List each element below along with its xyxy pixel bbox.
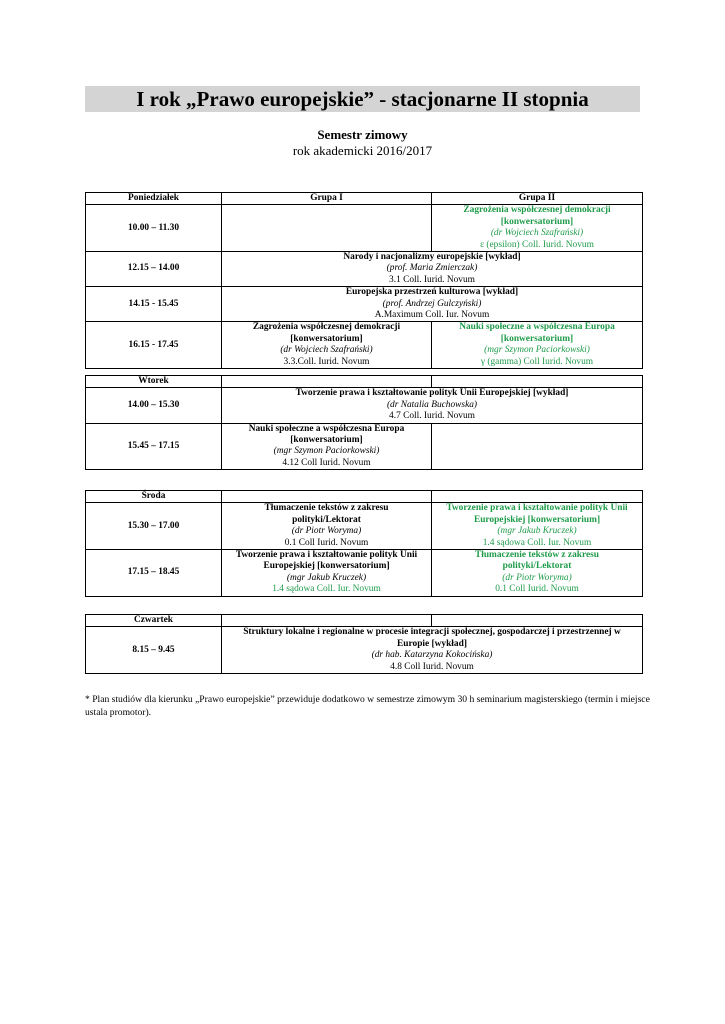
group1-header (222, 615, 432, 627)
room: 3.3.Coll. Iurid. Novum (283, 356, 370, 367)
room: 0.1 Coll Iurid. Novum (284, 537, 369, 548)
course-title: Nauki społeczne a współczesna Europa (248, 423, 405, 434)
course-title: Europejska przestrzeń kulturowa [wykład] (345, 287, 519, 298)
group1-header: Grupa I (222, 193, 432, 205)
course-title-cont: Europie [wykład] (397, 638, 467, 649)
course-type: [konwersatorium] (290, 333, 363, 344)
group2-cell (432, 322, 643, 369)
table-row (86, 252, 643, 287)
course-type: Europejskiej [konwersatorium] (473, 514, 601, 525)
time-cell: 8.15 – 9.45 (86, 627, 222, 674)
group2-header (432, 491, 643, 503)
lecturer: (dr Natalia Buchowska) (386, 399, 478, 410)
lecturer: (mgr Szymon Paciorkowski) (273, 446, 380, 457)
time-cell: 14.00 – 15.30 (86, 388, 222, 423)
lecturer: (dr hab. Katarzyna Kokocińska) (371, 650, 493, 661)
academic-year-label: rok akademicki 2016/2017 (292, 143, 433, 158)
shared-cell (222, 627, 643, 674)
course-type: [konwersatorium] (500, 333, 574, 344)
group2-header (432, 615, 643, 627)
time-cell: 10.00 – 11.30 (86, 205, 222, 252)
group1-cell (222, 322, 432, 369)
tuesday-table (85, 375, 643, 470)
lecturer: (mgr Jakub Kruczek) (497, 526, 577, 537)
course-title: Zagrożenia współczesnej demokracji (463, 205, 611, 216)
room: 4.12 Coll Iurid. Novum (282, 457, 371, 468)
table-row (86, 550, 643, 597)
group1-header (222, 376, 432, 388)
room: 1.4 sądowa Coll. Iur. Novum (272, 584, 381, 595)
lecturer: (dr Piotr Woryma) (502, 572, 572, 583)
group2-cell (432, 550, 643, 597)
room: γ (gamma) Coll Iurid. Novum (480, 356, 594, 367)
day-header: Czwartek (86, 615, 222, 627)
table-row (86, 627, 643, 674)
wednesday-header-row (86, 491, 643, 503)
semester-label: Semestr zimowy (317, 127, 408, 142)
group2-header: Grupa II (432, 193, 643, 205)
tuesday-header-row (86, 376, 643, 388)
course-title: Struktury lokalne i regionalne w procesie integracji społecznej, gospodarczej i przestrzennej w (243, 627, 621, 638)
thursday-table (85, 614, 643, 674)
time-cell: 14.15 - 15.45 (86, 287, 222, 322)
course-type: [konwersatorium] (500, 216, 574, 227)
group2-cell (432, 423, 643, 470)
course-title: Zagrożenia współczesnej demokracji (252, 322, 401, 333)
day-header: Wtorek (86, 376, 222, 388)
lecturer: (mgr Jakub Kruczek) (286, 572, 367, 583)
course-type: polityki/Lektorat (292, 514, 361, 525)
thursday-header-row (86, 615, 643, 627)
table-row (86, 388, 643, 423)
course-title: Tworzenie prawa i kształtowanie polityk Unii Europejskiej [wykład] (295, 388, 569, 399)
table-row (86, 205, 643, 252)
course-title: Narody i nacjonalizmy europejskie [wykład] (343, 252, 521, 263)
table-row (86, 503, 643, 550)
time-cell: 16.15 - 17.45 (86, 322, 222, 369)
group2-cell (432, 205, 643, 252)
course-title: Tłumaczenie tekstów z zakresu (264, 503, 389, 514)
course-type: [konwersatorium] (290, 435, 363, 446)
group1-cell (222, 205, 432, 252)
group1-cell (222, 503, 432, 550)
time-cell: 15.30 – 17.00 (86, 503, 222, 550)
monday-header-row (86, 193, 643, 205)
room: 4.8 Coll Iurid. Novum (390, 661, 474, 672)
group2-header (432, 376, 643, 388)
group1-cell (222, 550, 432, 597)
table-row (86, 322, 643, 369)
course-title: Tworzenie prawa i kształtowanie polityk Unii (235, 550, 418, 561)
time-cell: 15.45 – 17.15 (86, 423, 222, 470)
lecturer: (mgr Szymon Paciorkowski) (484, 345, 590, 356)
room: 1.4 sądowa Coll. Iur. Novum (482, 537, 592, 548)
lecturer: (prof. Andrzej Gulczyński) (382, 298, 482, 309)
lecturer: (dr Wojciech Szafrański) (280, 345, 373, 356)
table-row (86, 423, 643, 470)
room: A.Maximum Coll. Iur. Novum (374, 310, 490, 321)
group1-header (222, 491, 432, 503)
day-header: Poniedziałek (86, 193, 222, 205)
shared-cell (222, 252, 643, 287)
lecturer: (prof. Maria Zmierczak) (386, 263, 478, 274)
room: ε (epsilon) Coll. Iurid. Novum (480, 239, 594, 250)
lecturer: (dr Piotr Woryma) (291, 526, 362, 537)
room: 0.1 Coll Iurid. Novum (495, 584, 579, 595)
shared-cell (222, 287, 643, 322)
course-title: Tworzenie prawa i kształtowanie polityk Unii (446, 503, 628, 514)
course-type: polityki/Lektorat (502, 561, 572, 572)
group2-cell (432, 503, 643, 550)
footnote: * Plan studiów dla kierunku „Prawo europejskie” przewiduje dodatkowo w semestrze zimowym 30 h seminarium magisterskiego (termin i miejsce ustala promotor). (85, 694, 650, 718)
day-header: Środa (86, 491, 222, 503)
wednesday-table (85, 490, 643, 597)
shared-cell (222, 388, 643, 423)
course-title: Nauki społeczne a współczesna Europa (459, 322, 615, 333)
room: 4.7 Coll. Iurid. Novum (389, 411, 475, 422)
table-row (86, 287, 643, 322)
course-title: Tłumaczenie tekstów z zakresu (474, 550, 600, 561)
page-title: I rok „Prawo europejskie” - stacjonarne II stopnia (85, 86, 640, 112)
group1-cell (222, 423, 432, 470)
lecturer: (dr Wojciech Szafrański) (490, 228, 584, 239)
course-type: Europejskiej [konwersatorium] (263, 561, 390, 572)
monday-table (85, 192, 643, 369)
time-cell: 12.15 – 14.00 (86, 252, 222, 287)
time-cell: 17.15 – 18.45 (86, 550, 222, 597)
room: 3.1 Coll. Iurid. Novum (389, 274, 475, 285)
